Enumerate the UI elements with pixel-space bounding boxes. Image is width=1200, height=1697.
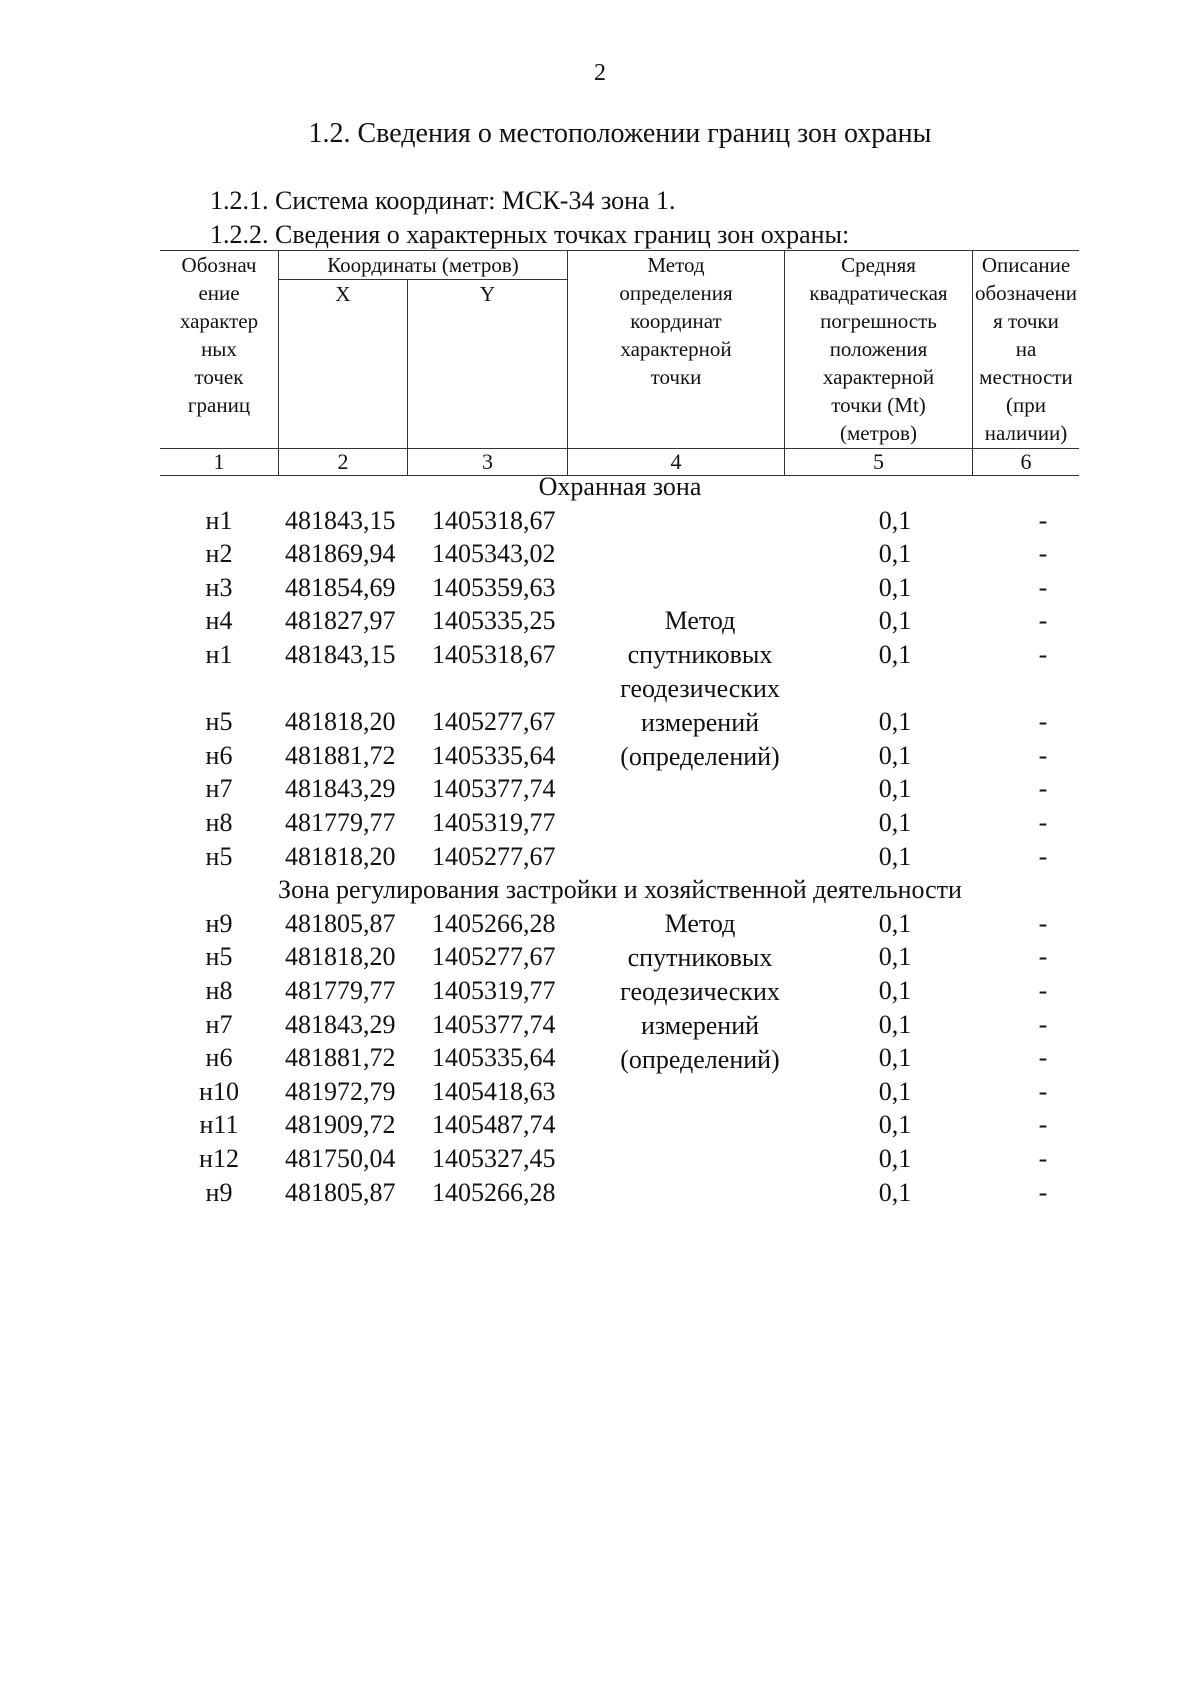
table-row (160, 806, 1080, 840)
point-description: - (1038, 707, 1048, 737)
section-title: 1.2. Сведения о местоположении границ зон охраны (308, 118, 932, 149)
error-value: 0,1 (878, 808, 912, 837)
error-value: 0,1 (878, 1043, 912, 1073)
error-value: 0,1 (878, 774, 912, 804)
error-value: 0,1 (878, 640, 912, 669)
error-value: 0,1 (878, 841, 912, 871)
error-value: 0,1 (878, 1110, 912, 1140)
point-label: н11 (199, 1110, 239, 1140)
table-header (160, 250, 1079, 476)
error-value: 0,1 (878, 1177, 912, 1207)
zone-title: Зона регулирования застройки и хозяйственной деятельности (278, 875, 962, 905)
point-label: н7 (205, 774, 233, 804)
header-point-designation: Обознач ение характер ных точек границ (160, 251, 279, 449)
point-label: н4 (205, 606, 233, 636)
method-line: геодезических (620, 674, 780, 704)
y-coordinate: 1405319,77 (432, 808, 556, 837)
point-description: - (1038, 740, 1048, 770)
column-number: 5 (785, 449, 973, 476)
point-label: н1 (205, 505, 233, 535)
error-value: 0,1 (878, 942, 912, 972)
x-coordinate: 481818,20 (285, 707, 396, 737)
y-coordinate: 1405277,67 (432, 841, 556, 871)
x-coordinate: 481869,94 (285, 539, 396, 569)
point-label: н1 (205, 640, 233, 669)
point-label: н6 (205, 1043, 233, 1073)
method-line: геодезических (620, 976, 780, 1006)
error-value: 0,1 (878, 707, 912, 737)
header-method: Метод определения координат характерной точки (568, 251, 785, 449)
x-coordinate: 481972,79 (285, 1076, 396, 1106)
error-value: 0,1 (878, 1009, 912, 1039)
zone-title: Охранная зона (538, 472, 702, 501)
column-number: 2 (279, 449, 408, 476)
point-label: н5 (205, 707, 233, 737)
point-description: - (1038, 572, 1048, 602)
point-description: - (1038, 976, 1048, 1005)
x-coordinate: 481805,87 (285, 1177, 396, 1207)
error-value: 0,1 (878, 908, 912, 938)
table-row (160, 772, 1080, 806)
header-mean-square-error: Средняя квадратическая погрешность положения характерной точки (Mt) (метров) (785, 251, 973, 449)
point-description: - (1038, 908, 1048, 938)
column-number: 1 (160, 449, 279, 476)
x-coordinate: 481843,29 (285, 774, 396, 804)
point-description: - (1038, 808, 1048, 837)
point-label: н2 (205, 539, 233, 569)
header-x: X (279, 280, 408, 449)
x-coordinate: 481779,77 (285, 976, 396, 1005)
x-coordinate: 481805,87 (285, 908, 396, 938)
x-coordinate: 481750,04 (285, 1144, 396, 1173)
y-coordinate: 1405319,77 (432, 976, 556, 1005)
point-description: - (1038, 1144, 1048, 1173)
method-line: измерений (640, 1010, 760, 1040)
point-description: - (1038, 942, 1048, 972)
error-value: 0,1 (878, 606, 912, 636)
x-coordinate: 481854,69 (285, 572, 396, 602)
point-description: - (1038, 1177, 1048, 1207)
table-row (160, 1075, 1080, 1109)
y-coordinate: 1405335,25 (432, 606, 556, 636)
points-info-heading: 1.2.2. Сведения о характерных точках границ зон охраны: (210, 220, 850, 249)
error-value: 0,1 (878, 505, 912, 535)
y-coordinate: 1405377,74 (432, 774, 556, 804)
point-description: - (1038, 841, 1048, 871)
point-description: - (1038, 1110, 1048, 1140)
y-coordinate: 1405266,28 (432, 908, 556, 938)
error-value: 0,1 (878, 1076, 912, 1106)
column-number: 4 (568, 449, 785, 476)
column-number: 3 (408, 449, 568, 476)
y-coordinate: 1405318,67 (432, 505, 556, 535)
point-description: - (1038, 774, 1048, 804)
table-row (160, 1142, 1080, 1176)
error-value: 0,1 (878, 740, 912, 770)
x-coordinate: 481779,77 (285, 808, 396, 837)
x-coordinate: 481881,72 (285, 740, 396, 770)
y-coordinate: 1405266,28 (432, 1177, 556, 1207)
point-label: н7 (205, 1009, 233, 1039)
point-label: н9 (205, 908, 233, 938)
point-description: - (1038, 1043, 1048, 1073)
y-coordinate: 1405359,63 (432, 572, 556, 602)
y-coordinate: 1405343,02 (432, 539, 556, 569)
point-description: - (1038, 1076, 1048, 1106)
y-coordinate: 1405327,45 (432, 1144, 556, 1173)
table-row (160, 1108, 1080, 1142)
x-coordinate: 481818,20 (285, 841, 396, 871)
y-coordinate: 1405487,74 (432, 1110, 556, 1140)
point-description: - (1038, 640, 1048, 669)
method-line: Метод (664, 606, 736, 636)
error-value: 0,1 (878, 1144, 912, 1173)
x-coordinate: 481843,15 (285, 505, 396, 535)
x-coordinate: 481827,97 (285, 606, 396, 636)
point-description: - (1038, 505, 1048, 535)
point-label: н5 (205, 942, 233, 972)
point-description: - (1038, 606, 1048, 636)
error-value: 0,1 (878, 976, 912, 1005)
method-line: (определений) (620, 1044, 780, 1074)
x-coordinate: 481909,72 (285, 1110, 396, 1140)
method-line: (определений) (620, 742, 780, 772)
table-row (160, 504, 1080, 538)
method-line: измерений (640, 708, 760, 738)
point-label: н8 (205, 808, 233, 837)
table-row (160, 840, 1080, 874)
point-label: н10 (199, 1076, 239, 1106)
y-coordinate: 1405277,67 (432, 942, 556, 972)
table-row (160, 571, 1080, 605)
y-coordinate: 1405335,64 (432, 740, 556, 770)
x-coordinate: 481843,29 (285, 1009, 396, 1039)
point-label: н5 (205, 841, 233, 871)
x-coordinate: 481881,72 (285, 1043, 396, 1073)
method-line: Метод (664, 908, 736, 938)
point-description: - (1038, 539, 1048, 569)
y-coordinate: 1405318,67 (432, 640, 556, 669)
x-coordinate: 481818,20 (285, 942, 396, 972)
page-number: 2 (594, 60, 606, 86)
error-value: 0,1 (878, 539, 912, 569)
method-line: спутниковых (627, 640, 773, 670)
point-label: н6 (205, 740, 233, 770)
header-coordinates: Координаты (метров) (279, 251, 568, 280)
y-coordinate: 1405335,64 (432, 1043, 556, 1073)
point-description: - (1038, 1009, 1048, 1039)
y-coordinate: 1405377,74 (432, 1009, 556, 1039)
column-number: 6 (973, 449, 1080, 476)
point-label: н8 (205, 976, 233, 1005)
header-y: Y (408, 280, 568, 449)
x-coordinate: 481843,15 (285, 640, 396, 669)
coordinate-system-line: 1.2.1. Система координат: МСК-34 зона 1. (210, 186, 676, 215)
table-row (160, 1176, 1080, 1210)
error-value: 0,1 (878, 572, 912, 602)
method-line: спутниковых (627, 942, 773, 972)
y-coordinate: 1405418,63 (432, 1076, 556, 1106)
method-description (592, 604, 808, 774)
point-label: н12 (199, 1144, 239, 1173)
method-description (592, 907, 808, 1077)
point-label: н3 (205, 572, 233, 602)
point-label: н9 (205, 1177, 233, 1207)
table-row (160, 537, 1080, 571)
header-description: Описание обозначени я точки на местности (при наличии) (973, 251, 1080, 449)
y-coordinate: 1405277,67 (432, 707, 556, 737)
